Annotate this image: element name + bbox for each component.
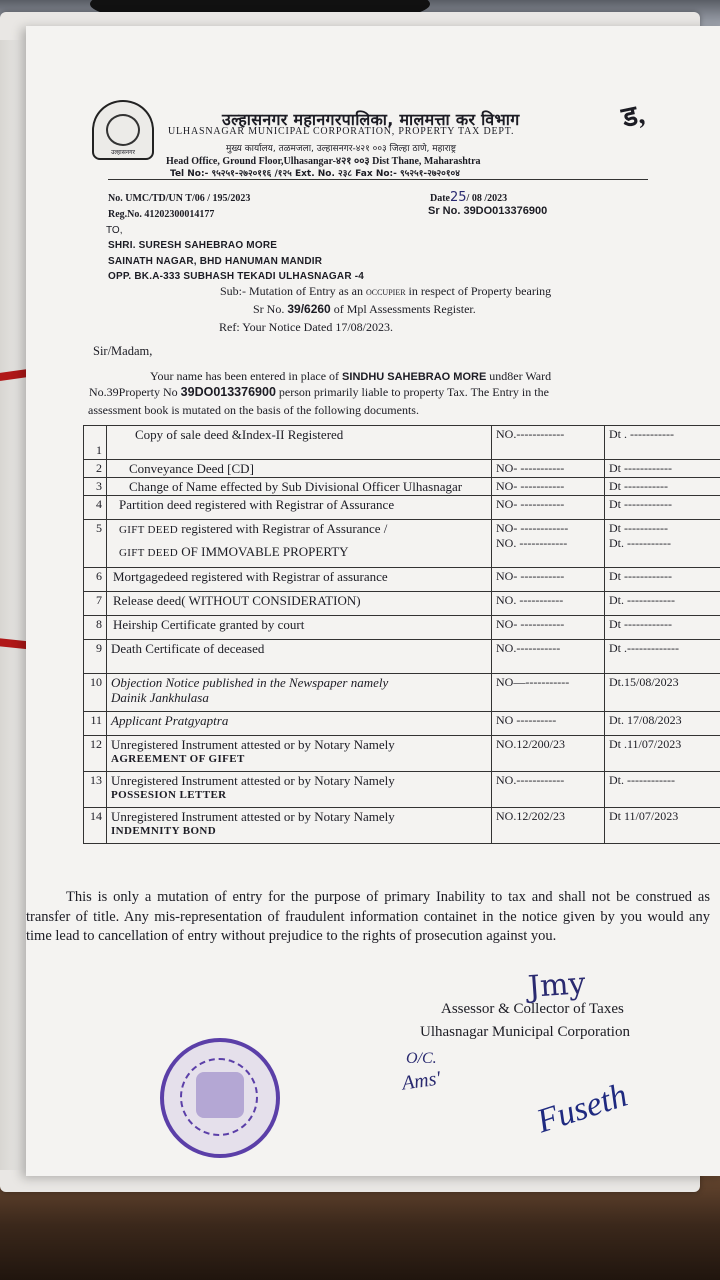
handwritten-oc-note: O/C. bbox=[406, 1050, 437, 1067]
official-seal-stamp bbox=[160, 1038, 280, 1158]
recipient-address-line: OPP. BK.A-333 SUBHASH TEKADI ULHASNAGAR -4 bbox=[108, 271, 365, 282]
row-number: 13 bbox=[84, 772, 107, 808]
document-date: Dt ------------ bbox=[605, 568, 720, 592]
document-name bbox=[107, 772, 492, 808]
header-address-marathi: मुख्य कार्यालय, तळमजला, उल्हासनगर-४२१ ००३ जिल्हा ठाणे, महाराष्ट्र bbox=[226, 144, 456, 154]
document-date: Dt. 17/08/2023 bbox=[605, 712, 720, 736]
signatory-title: Assessor & Collector of Taxes bbox=[441, 1001, 624, 1017]
body-line: No.39Property No 39DO013376900 person primarily liable to property Tax. The Entry in the bbox=[89, 385, 549, 399]
document-name-line: Unregistered Instrument attested or by Notary Namely bbox=[111, 773, 395, 788]
document-number: NO- ----------- bbox=[492, 478, 605, 496]
salutation: Sir/Madam, bbox=[93, 344, 153, 358]
row-number: 14 bbox=[84, 808, 107, 844]
subject-sr-line: Sr No. 39/6260 of Mpl Assessments Register. bbox=[253, 302, 476, 316]
table-row bbox=[84, 568, 720, 592]
document-name: Partition deed registered with Registrar of Assurance bbox=[107, 496, 492, 520]
reference-number: No. UMC/TD/UN T/06 / 195/2023 bbox=[108, 193, 251, 204]
row-number: 7 bbox=[84, 592, 107, 616]
row-number: 6 bbox=[84, 568, 107, 592]
document-name-line: Unregistered Instrument attested or by Notary Namely bbox=[111, 809, 395, 824]
document-name: Heirship Certificate granted by court bbox=[107, 616, 492, 640]
row-number: 12 bbox=[84, 736, 107, 772]
table-row bbox=[84, 616, 720, 640]
document-date-line: Dt ----------- bbox=[609, 521, 668, 535]
corner-handwritten-mark: ड, bbox=[619, 99, 648, 134]
row-number: 3 bbox=[84, 478, 107, 496]
document-date: Dt.15/08/2023 bbox=[605, 674, 720, 712]
registration-number: Reg.No. 41202300014177 bbox=[108, 209, 215, 220]
handwritten-signature: Fuseth bbox=[532, 1076, 632, 1141]
document-date: Dt. ------------ bbox=[605, 772, 720, 808]
row-number: 5 bbox=[84, 520, 107, 568]
table-row bbox=[84, 736, 720, 772]
document-number: NO.------------ bbox=[492, 426, 605, 460]
signatory-organization: Ulhasnagar Municipal Corporation bbox=[420, 1024, 630, 1040]
table-row bbox=[84, 460, 720, 478]
document-number: NO- ----------- bbox=[492, 496, 605, 520]
table-row bbox=[84, 712, 720, 736]
row-number: 9 bbox=[84, 640, 107, 674]
document-number: NO.------------ bbox=[492, 772, 605, 808]
instrument-name: POSSESION LETTER bbox=[111, 789, 227, 801]
document-date: Dt ------------ bbox=[605, 460, 720, 478]
document-number: NO- ----------- bbox=[492, 460, 605, 478]
document-number-line: NO- ------------ bbox=[496, 521, 569, 535]
reference-line: Ref: Your Notice Dated 17/08/2023. bbox=[219, 320, 393, 334]
recipient-to: TO, bbox=[106, 225, 123, 236]
body-line: assessment book is mutated on the basis of the following documents. bbox=[88, 403, 419, 417]
document-name: Release deed( WITHOUT CONSIDERATION) bbox=[107, 592, 492, 616]
body-line: Your name has been entered in place of SINDHU SAHEBRAO MORE und8er Ward bbox=[150, 369, 552, 383]
table-row bbox=[84, 772, 720, 808]
table-row bbox=[84, 674, 720, 712]
document-number bbox=[492, 520, 605, 568]
logo-emblem-icon bbox=[106, 114, 140, 146]
table-row bbox=[84, 640, 720, 674]
header-divider bbox=[108, 179, 648, 180]
table-row bbox=[84, 478, 720, 496]
document-name: Death Certificate of deceased bbox=[107, 640, 492, 674]
disclaimer-paragraph: This is only a mutation of entry for the purpose of primary Inability to tax and shall not be construed as transfer of title. Any mis-representation of fraudulent information containet in the notice given by you would any time lead to cancellation of entry without prejudice to the rights of prosecution against you. bbox=[26, 889, 710, 944]
document-number: NO.12/200/23 bbox=[492, 736, 605, 772]
header-title-marathi: उल्हासनगर महानगरपालिका, मालमत्ता कर विभाग bbox=[222, 110, 520, 129]
row-number: 10 bbox=[84, 674, 107, 712]
document-number: NO.----------- bbox=[492, 640, 605, 674]
recipient-name: SHRI. SURESH SAHEBRAO MORE bbox=[108, 240, 278, 251]
subject-line: Sub:- Mutation of Entry as an OCCUPIER in respect of Property bearing bbox=[220, 284, 552, 298]
row-number: 11 bbox=[84, 712, 107, 736]
documents-table bbox=[83, 425, 720, 844]
table-row bbox=[84, 592, 720, 616]
document-date: Dt . ----------- bbox=[605, 426, 720, 460]
document-name-line: Unregistered Instrument attested or by Notary Namely bbox=[111, 737, 395, 752]
corporation-logo bbox=[92, 100, 154, 160]
document-name: Copy of sale deed &Index-II Registered bbox=[107, 426, 492, 460]
table-row bbox=[84, 496, 720, 520]
newspaper-name: Dainik Jankhulasa bbox=[111, 690, 209, 705]
document-date: Dt 11/07/2023 bbox=[605, 808, 720, 844]
header-contact: Tel No:- ९५२५१-२७२०११६ /१२५ Ext. No. २३८ Fax No:- ९५२५१-२७२०१०४ bbox=[170, 169, 460, 179]
gift-deed-label: GIFT DEED bbox=[119, 547, 179, 559]
document-number: NO- ----------- bbox=[492, 616, 605, 640]
gift-deed-label: GIFT DEED bbox=[119, 524, 179, 536]
document-date: Dt ------------ bbox=[605, 496, 720, 520]
document-number: NO.12/202/23 bbox=[492, 808, 605, 844]
row-number: 2 bbox=[84, 460, 107, 478]
table-row bbox=[84, 520, 720, 568]
document-date: Dt .------------- bbox=[605, 640, 720, 674]
gift-deed-desc: registered with Registrar of Assurance / bbox=[181, 521, 388, 536]
gift-deed-desc: OF IMMOVABLE PROPERTY bbox=[181, 544, 349, 559]
document-date: Dt ----------- bbox=[605, 478, 720, 496]
document-date: Dt .11/07/2023 bbox=[605, 736, 720, 772]
document-number-line: NO. ------------ bbox=[496, 536, 568, 550]
document-date bbox=[605, 520, 720, 568]
recipient-address-line: SAINATH NAGAR, BHD HANUMAN MANDIR bbox=[108, 256, 323, 267]
table-row bbox=[84, 808, 720, 844]
document-date: Dt ------------ bbox=[605, 616, 720, 640]
logo-caption: उल्हासनगर bbox=[111, 150, 135, 156]
document-number: NO. ----------- bbox=[492, 592, 605, 616]
row-number: 8 bbox=[84, 616, 107, 640]
letter-date: Date25/ 08 /2023 bbox=[430, 190, 508, 205]
row-number: 1 bbox=[84, 426, 107, 460]
document-date: Dt. ------------ bbox=[605, 592, 720, 616]
instrument-name: AGREEMENT OF GIFET bbox=[111, 753, 245, 765]
document-number: NO ---------- bbox=[492, 712, 605, 736]
document-name: Applicant Pratgyaptra bbox=[107, 712, 492, 736]
document-name bbox=[107, 674, 492, 712]
document-date-line: Dt. ----------- bbox=[609, 536, 671, 550]
document-name: Mortgagedeed registered with Registrar of assurance bbox=[107, 568, 492, 592]
seal-emblem-icon bbox=[196, 1072, 244, 1118]
document-number: NO- ----------- bbox=[492, 568, 605, 592]
row-number: 4 bbox=[84, 496, 107, 520]
handwritten-signature-scrawl: Jmy bbox=[526, 966, 587, 1005]
document-name bbox=[107, 520, 492, 568]
serial-number: Sr No. 39DO013376900 bbox=[428, 205, 548, 217]
document-name bbox=[107, 736, 492, 772]
document-number: NO—----------- bbox=[492, 674, 605, 712]
table-row bbox=[84, 426, 720, 460]
header-address-english: Head Office, Ground Floor,Ulhasangar-४२१ ००३ Dist Thane, Maharashtra bbox=[166, 156, 481, 167]
document-name-line: Objection Notice published in the Newspaper namely bbox=[111, 675, 389, 690]
document-name bbox=[107, 808, 492, 844]
header-title-english: ULHASNAGAR MUNICIPAL CORPORATION, PROPERTY TAX DEPT. bbox=[168, 126, 515, 137]
document-name: Conveyance Deed [CD] bbox=[107, 460, 492, 478]
document-name: Change of Name effected by Sub Divisional Officer Ulhasnagar bbox=[107, 478, 492, 496]
instrument-name: INDEMNITY BOND bbox=[111, 825, 217, 837]
handwritten-initials: Ams' bbox=[400, 1067, 443, 1095]
